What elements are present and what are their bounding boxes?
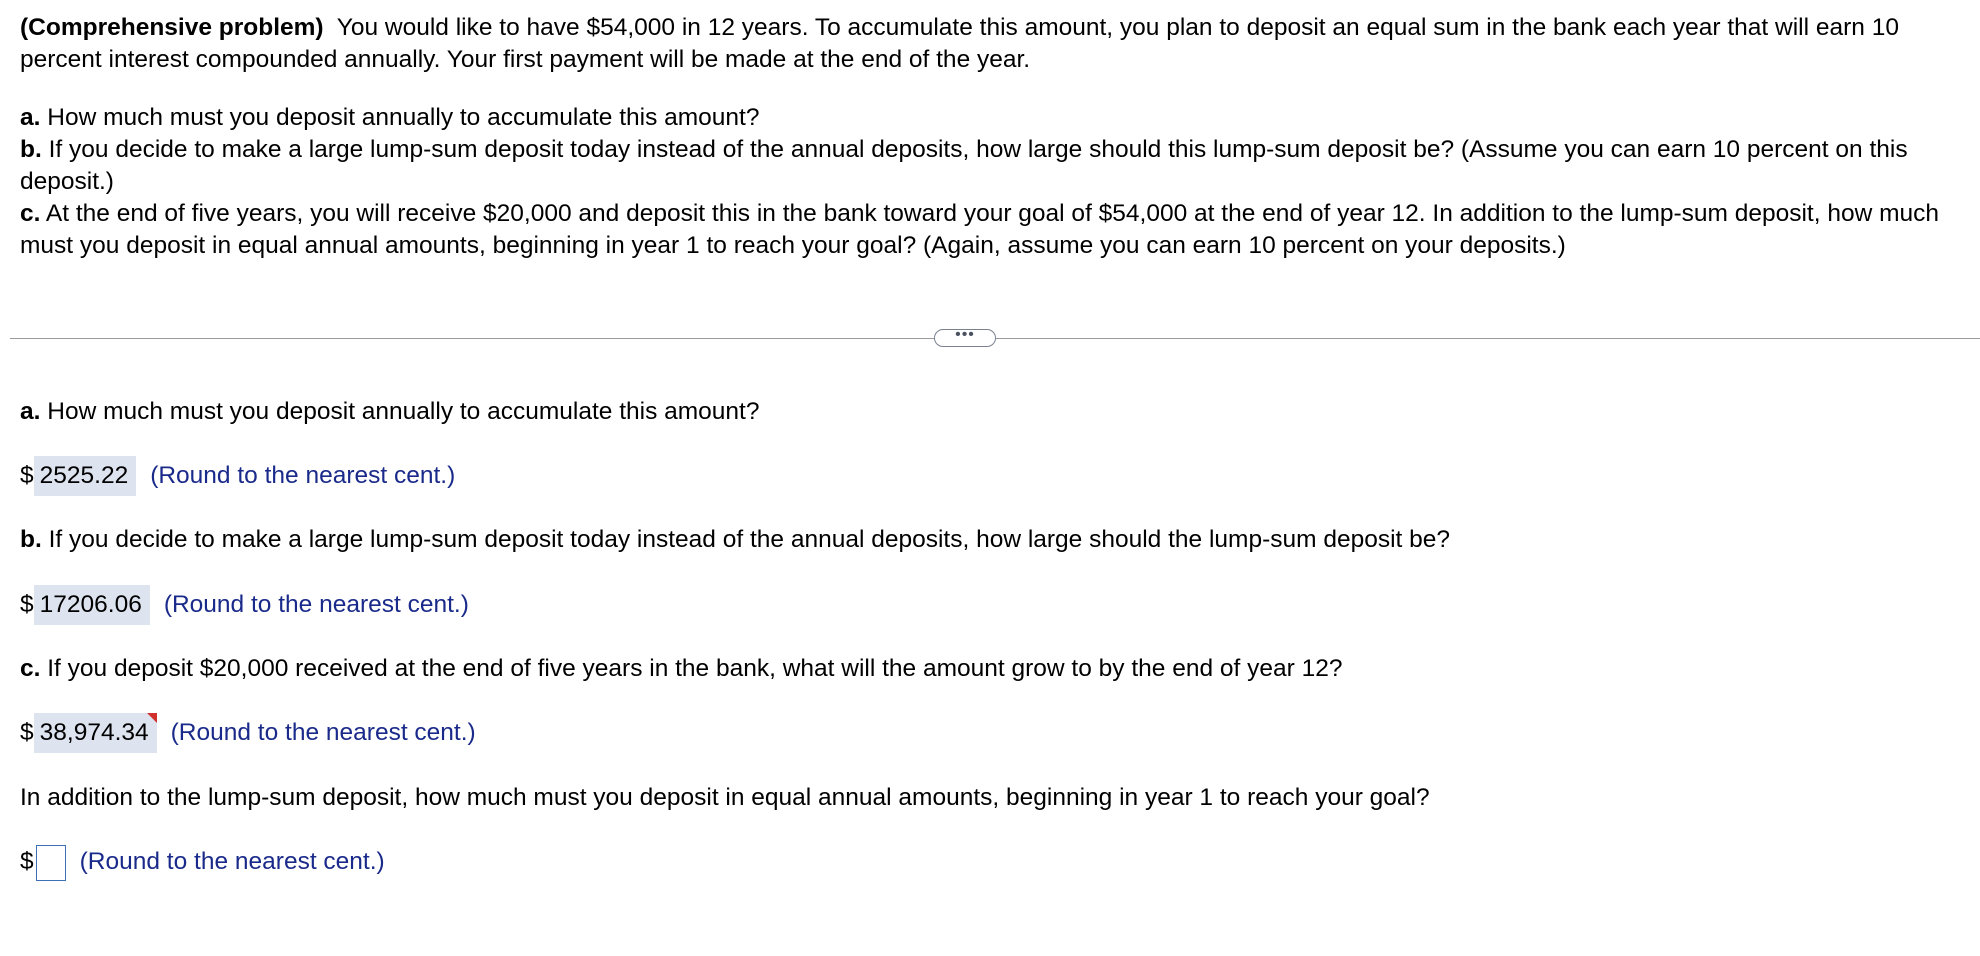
part-label: c. — [20, 200, 41, 227]
answer-row-a — [20, 456, 455, 496]
round-hint: (Round to the nearest cent.) — [150, 462, 456, 489]
currency-symbol: $ — [20, 848, 34, 875]
question-d — [20, 778, 1430, 818]
answer-a-value[interactable]: 2525.22 — [34, 456, 137, 496]
answer-row-d — [20, 842, 385, 882]
problem-intro — [20, 12, 1960, 76]
currency-symbol: $ — [20, 462, 34, 489]
question-text: If you decide to make a large lump-sum deposit today instead of the annual deposits, how large should the lump-sum deposit be? — [48, 526, 1451, 553]
answer-c-value[interactable]: 38,974.34 — [34, 713, 157, 753]
currency-symbol: $ — [20, 591, 34, 618]
question-c — [20, 649, 1342, 689]
question-text: In addition to the lump-sum deposit, how much must you deposit in equal annual amounts, beginning in year 1 to reach your goal? — [20, 784, 1430, 811]
part-label: a. — [20, 104, 41, 131]
question-b — [20, 520, 1450, 560]
question-text: If you deposit $20,000 received at the end of five years in the bank, what will the amount grow to by the end of year 12? — [47, 655, 1343, 682]
problem-part-a — [20, 102, 1960, 134]
question-text: How much must you deposit annually to accumulate this amount? — [47, 398, 760, 425]
part-text: How much must you deposit annually to accumulate this amount? — [47, 104, 760, 131]
round-hint: (Round to the nearest cent.) — [163, 591, 469, 618]
part-text: At the end of five years, you will receive $20,000 and deposit this in the bank toward your goal of $54,000 at the end of year 12. In addition to the lump-sum deposit, how much must you deposit in equal annual amounts, beginning in year 1 to reach your goal? (Again, assume you can earn 10 percent on your deposits.) — [20, 200, 1940, 259]
problem-part-b — [20, 134, 1960, 198]
answer-b-value[interactable]: 17206.06 — [34, 585, 150, 625]
currency-symbol: $ — [20, 719, 34, 746]
part-text: If you decide to make a large lump-sum deposit today instead of the annual deposits, how large should this lump-sum deposit be? (Assume you can earn 10 percent on this deposit.) — [20, 136, 1908, 195]
answer-row-b — [20, 585, 469, 625]
part-label: b. — [20, 136, 42, 163]
question-a — [20, 392, 760, 432]
problem-statement — [20, 12, 1960, 262]
round-hint: (Round to the nearest cent.) — [79, 848, 385, 875]
problem-intro-text: You would like to have $54,000 in 12 years. To accumulate this amount, you plan to deposit an equal sum in the bank each year that will earn 10 percent interest compounded annually. Your first payment will be made at the end of the year. — [20, 14, 1899, 73]
question-label: b. — [20, 526, 42, 553]
round-hint: (Round to the nearest cent.) — [170, 719, 476, 746]
answer-d-input[interactable] — [36, 845, 66, 881]
expand-button[interactable]: ••• — [934, 329, 996, 347]
problem-part-c — [20, 198, 1960, 262]
question-label: c. — [20, 655, 41, 682]
problem-heading: (Comprehensive problem) — [20, 14, 324, 41]
question-label: a. — [20, 398, 41, 425]
answer-row-c — [20, 713, 476, 753]
